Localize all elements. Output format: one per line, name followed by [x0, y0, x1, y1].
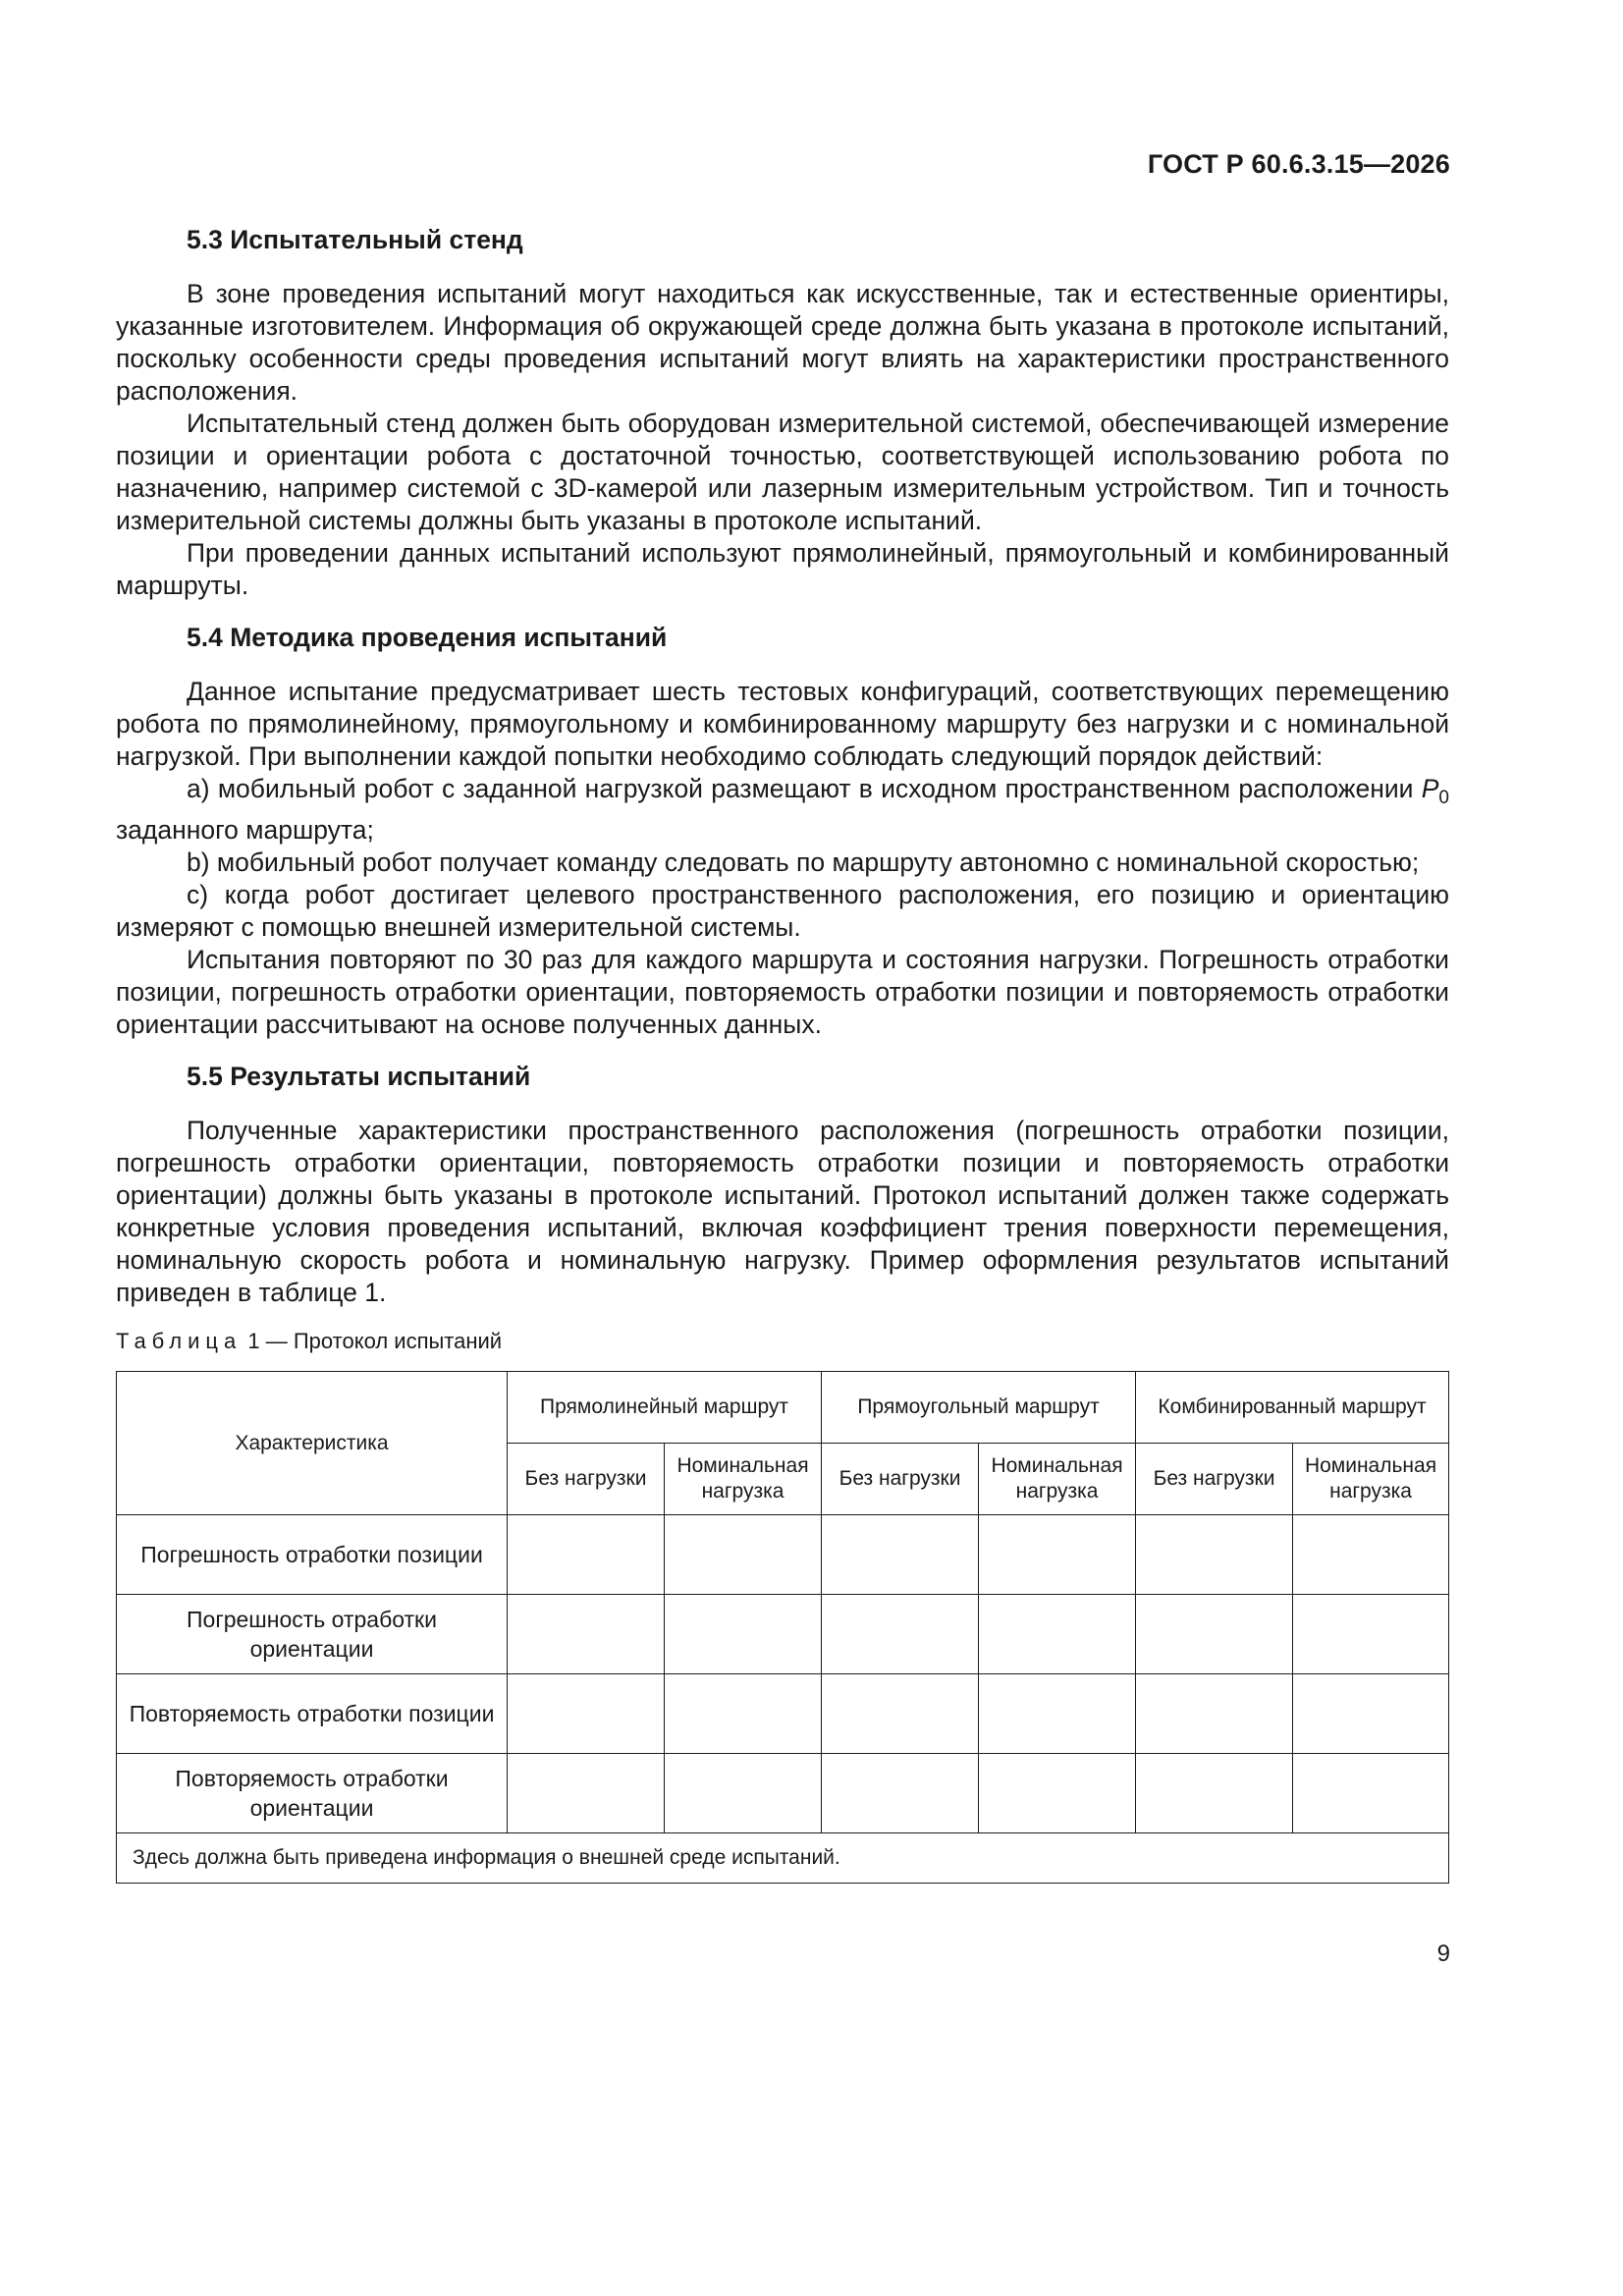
list-item-b: b) мобильный робот получает команду следовать по маршруту автономно с номинальной скоростью;	[187, 847, 1420, 877]
table-header-cell: Номинальная нагрузка	[665, 1444, 822, 1515]
section-5-5	[116, 1061, 1449, 1309]
table-header-cell: Без нагрузки	[822, 1444, 979, 1515]
table-header-cell: Характеристика	[117, 1372, 508, 1515]
table-cell	[1136, 1754, 1293, 1833]
section-heading: 5.3 Испытательный стенд	[187, 225, 523, 254]
list-item-a	[116, 773, 1449, 847]
section-5-3	[116, 224, 1449, 602]
table-cell	[822, 1595, 979, 1674]
table-cell	[508, 1515, 665, 1595]
table-header-cell: Без нагрузки	[508, 1444, 665, 1515]
table-row	[117, 1595, 1449, 1674]
table-caption-title: 1 — Протокол испытаний	[242, 1329, 503, 1353]
list-item-c: c) когда робот достигает целевого пространственного расположения, его позицию и ориентацию измеряют с помощью внешней измерительной системы.	[116, 880, 1449, 942]
table-row-label: Повторяемость отработки позиции	[117, 1674, 508, 1754]
table-cell	[508, 1674, 665, 1754]
table-cell	[508, 1595, 665, 1674]
paragraph: Испытательный стенд должен быть оборудован измерительной системой, обеспечивающей измерение позиции и ориентации робота с достаточной точностью, соответствующей использованию робота по назначению, например системой с 3D-камерой или лазерным измерительным устройством. Тип и точность измерительной системы должны быть указаны в протоколе испытаний.	[116, 409, 1449, 535]
table-header-cell: Без нагрузки	[1136, 1444, 1293, 1515]
document-code: ГОСТ Р 60.6.3.15—2026	[1147, 149, 1450, 179]
table-note-row	[117, 1833, 1449, 1884]
table-header-row	[117, 1372, 1449, 1444]
table-header-cell: Номинальная нагрузка	[979, 1444, 1136, 1515]
table-cell	[1293, 1754, 1449, 1833]
table-row-label: Погрешность отработки позиции	[117, 1515, 508, 1595]
paragraph: Данное испытание предусматривает шесть тестовых конфигураций, соответствующих перемещению робота по прямолинейному, прямоугольному и комбинированному маршруту без нагрузки и с номинальной нагрузкой. При выполнении каждой попытки необходимо соблюдать следующий порядок действий:	[116, 677, 1449, 771]
test-protocol-table	[116, 1371, 1449, 1884]
table-row-label: Погрешность отработки ориентации	[117, 1595, 508, 1674]
section-5-4	[116, 622, 1449, 1041]
table-cell	[822, 1515, 979, 1595]
table-caption	[116, 1325, 1449, 1357]
table-header-cell: Прямолинейный маршрут	[508, 1372, 822, 1444]
position-symbol: P	[1421, 774, 1439, 803]
table-row-label: Повторяемость отработки ориентации	[117, 1754, 508, 1833]
table-cell	[822, 1754, 979, 1833]
table-caption-word: Таблица	[116, 1329, 243, 1353]
table-cell	[665, 1515, 822, 1595]
paragraph: В зоне проведения испытаний могут находиться как искусственные, так и естественные ориентиры, указанные изготовителем. Информация об окружающей среде должна быть указана в протоколе испытаний, поскольку особенности среды проведения испытаний могут влиять на характеристики пространственного расположения.	[116, 279, 1449, 406]
table-cell	[665, 1595, 822, 1674]
paragraph: Испытания повторяют по 30 раз для каждого маршрута и состояния нагрузки. Погрешность отработки позиции, погрешность отработки ориентации, повторяемость отработки позиции и повторяемость отработки ориентации рассчитывают на основе полученных данных.	[116, 945, 1449, 1039]
document-body	[116, 224, 1449, 1884]
section-heading: 5.5 Результаты испытаний	[187, 1062, 531, 1091]
page-number: 9	[1436, 1941, 1450, 1967]
table-cell	[665, 1674, 822, 1754]
table-note: Здесь должна быть приведена информация о внешней среде испытаний.	[117, 1833, 1449, 1884]
table-cell	[1293, 1674, 1449, 1754]
table-cell	[822, 1674, 979, 1754]
table-cell	[1293, 1595, 1449, 1674]
table-row	[117, 1515, 1449, 1595]
table-cell	[1136, 1515, 1293, 1595]
table-cell	[1136, 1674, 1293, 1754]
position-subscript: 0	[1438, 788, 1449, 808]
section-heading: 5.4 Методика проведения испытаний	[187, 623, 668, 652]
table-cell	[979, 1595, 1136, 1674]
table-cell	[979, 1754, 1136, 1833]
table-cell	[508, 1754, 665, 1833]
table-row	[117, 1674, 1449, 1754]
table-header-cell: Прямоугольный маршрут	[822, 1372, 1136, 1444]
paragraph: Полученные характеристики пространственного расположения (погрешность отработки позиции, погрешность отработки ориентации, повторяемость отработки позиции и повторяемость отработки ориентации) должны быть указаны в протоколе испытаний. Протокол испытаний должен также содержать конкретные условия проведения испытаний, включая коэффициент трения поверхности перемещения, номинальную скорость робота и номинальную нагрузку. Пример оформления результатов испытаний приведен в таблице 1.	[116, 1116, 1449, 1307]
table-cell	[979, 1515, 1136, 1595]
paragraph: При проведении данных испытаний используют прямолинейный, прямоугольный и комбинированный маршруты.	[116, 538, 1449, 600]
table-cell	[1293, 1515, 1449, 1595]
table-cell	[979, 1674, 1136, 1754]
table-header-cell: Номинальная нагрузка	[1293, 1444, 1449, 1515]
table-cell	[665, 1754, 822, 1833]
list-item-a-end: заданного маршрута;	[116, 815, 374, 845]
table-cell	[1136, 1595, 1293, 1674]
list-item-a-text: а) мобильный робот с заданной нагрузкой размещают в исходном пространственном расположении	[187, 774, 1422, 803]
table-row	[117, 1754, 1449, 1833]
table-header-cell: Комбинированный маршрут	[1136, 1372, 1449, 1444]
